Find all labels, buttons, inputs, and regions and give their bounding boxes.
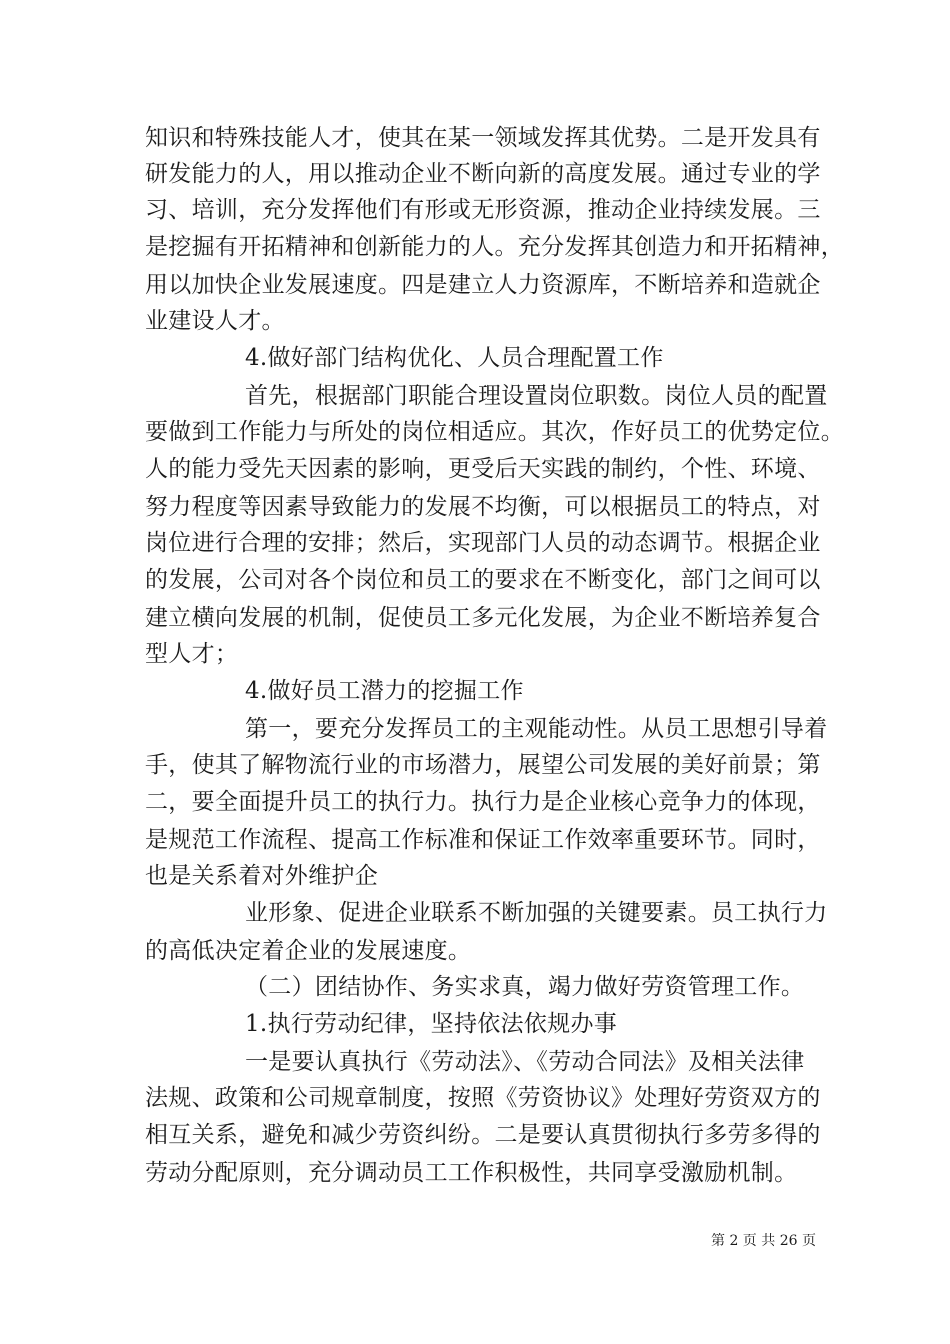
body-text-line: 建立横向发展的机制，促使员工多元化发展，为企业不断培养复合: [145, 605, 821, 631]
section-heading: （二）团结协作、务实求真，竭力做好劳资管理工作。: [245, 974, 805, 1000]
body-text-line: 的发展，公司对各个岗位和员工的要求在不断变化，部门之间可以: [145, 567, 821, 593]
section-heading: 4.做好部门结构优化、人员合理配置工作: [245, 345, 664, 371]
body-text-line: 岗位进行合理的安排；然后，实现部门人员的动态调节。根据企业: [145, 530, 821, 556]
subsection-heading: 1.执行劳动纪律，坚持依法依规办事: [245, 1011, 618, 1037]
body-text-line: 也是关系着对外维护企: [145, 863, 378, 889]
body-text-line: 相互关系，避免和减少劳资纠纷。二是要认真贯彻执行多劳多得的: [145, 1122, 821, 1148]
body-text-line: 要做到工作能力与所处的岗位相适应。其次，作好员工的优势定位。: [145, 419, 844, 445]
body-text-line: 努力程度等因素导致能力的发展不均衡，可以根据员工的特点，对: [145, 494, 821, 520]
body-text-line: 第一，要充分发挥员工的主观能动性。从员工思想引导着: [245, 716, 828, 742]
body-text-line: 用以加快企业发展速度。四是建立人力资源库，不断培养和造就企: [145, 272, 821, 298]
body-text-line: 是规范工作流程、提高工作标准和保证工作效率重要环节。同时，: [145, 827, 821, 853]
page-number-footer: 第 2 页 共 26 页: [711, 1233, 816, 1249]
body-text-line: 型人才；: [145, 641, 239, 667]
body-text-line: 业建设人才。: [145, 308, 285, 334]
body-text-line: 的高低决定着企业的发展速度。: [145, 938, 472, 964]
body-text-line: 劳动分配原则，充分调动员工工作积极性，共同享受激励机制。: [145, 1160, 798, 1186]
body-text-line: 二，要全面提升员工的执行力。执行力是企业核心竞争力的体现，: [145, 789, 821, 815]
body-text-line: 人的能力受先天因素的影响，更受后天实践的制约，个性、环境、: [145, 456, 821, 482]
body-text-line: 是挖掘有开拓精神和创新能力的人。充分发挥其创造力和开拓精神，: [145, 234, 844, 260]
body-text-line: 手，使其了解物流行业的市场潜力，展望公司发展的美好前景；第: [145, 752, 821, 778]
body-text-line: 习、培训，充分发挥他们有形或无形资源，推动企业持续发展。三: [145, 197, 821, 223]
body-text-line: 一是要认真执行《劳动法》、《劳动合同法》及相关法律: [245, 1049, 805, 1075]
body-text-line: 知识和特殊技能人才，使其在某一领域发挥其优势。二是开发具有: [145, 125, 821, 151]
section-heading: 4.做好员工潜力的挖掘工作: [245, 678, 524, 704]
body-text-line: 研发能力的人，用以推动企业不断向新的高度发展。通过专业的学: [145, 161, 821, 187]
body-text-line: 业形象、促进企业联系不断加强的关键要素。员工执行力: [245, 900, 828, 926]
body-text-line: 首先，根据部门职能合理设置岗位职数。岗位人员的配置: [245, 383, 828, 409]
body-text-line: 法规、政策和公司规章制度，按照《劳资协议》处理好劳资双方的: [145, 1085, 821, 1111]
